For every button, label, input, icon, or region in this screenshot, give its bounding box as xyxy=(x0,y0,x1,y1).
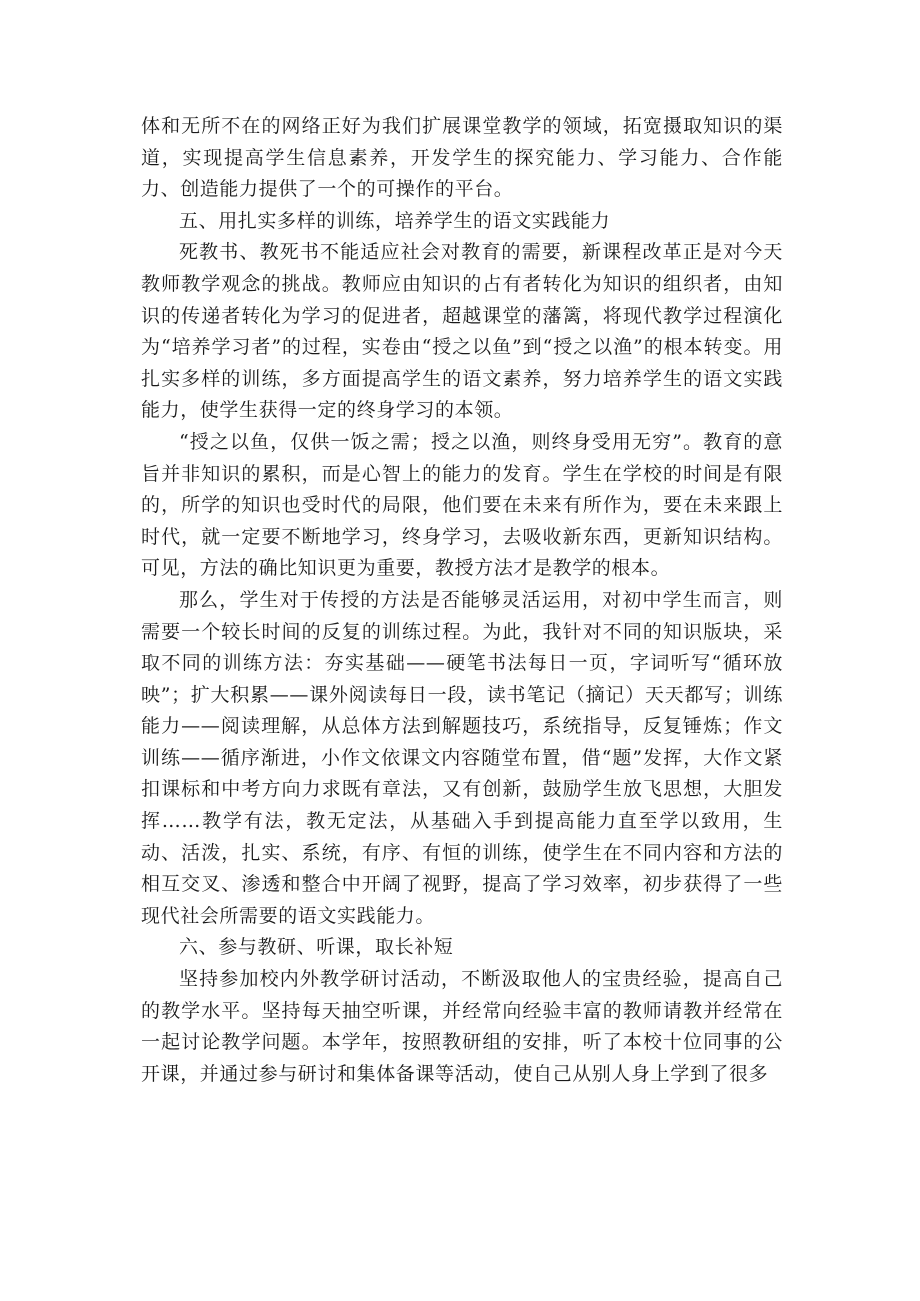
paragraph-continuation: 体和无所不在的网络正好为我们扩展课堂教学的领域，拓宽摄取知识的渠道，实现提高学生信息素养，开发学生的探究能力、学习能力、合作能力、创造能力提供了一个的可操作的平台。 xyxy=(141,115,783,201)
section-heading-5: 五、用扎实多样的训练，培养学生的语文实践能力 xyxy=(179,209,611,232)
paragraph: “授之以鱼，仅供一饭之需；授之以渔，则终身受用无穷”。教育的意旨并非知识的累积，而是心智上的能力的发育。学生在学校的时间是有限的，所学的知识也受时代的局限，他们要在未来有所作为，要在未来跟上时代，就一定要不断地学习，终身学习，去吸收新东西，更新知识结构。可见，方法的确比知识更为重要，教授方法才是教学的根本。 xyxy=(141,430,783,580)
section-heading-6: 六、参与教研、听课，取长补短 xyxy=(179,936,454,959)
paragraph: 死教书、教死书不能适应社会对教育的需要，新课程改革正是对今天教师教学观念的挑战。教师应由知识的占有者转化为知识的组织者，由知识的传递者转化为学习的促进者，超越课堂的藩篱，将现代教学过程演化为“培养学习者”的过程，实卷由“授之以鱼”到“授之以渔”的根本转变。用扎实多样的训练，多方面提高学生的语文素养，努力培养学生的语文实践能力，使学生获得一定的终身学习的本领。 xyxy=(141,241,783,422)
paragraph: 坚持参加校内外教学研讨活动，不断汲取他人的宝贵经验，提高自己的教学水平。坚持每天抽空听课，并经常向经验丰富的教师请教并经常在一起讨论教学问题。本学年，按照教研组的安排，听了本校十位同事的公开课，并通过参与研讨和集体备课等活动，使自己从别人身上学到了很多 xyxy=(141,968,783,1085)
paragraph: 那么，学生对于传授的方法是否能够灵活运用，对初中学生而言，则需要一个较长时间的反复的训练过程。为此，我针对不同的知识版块，采取不同的训练方法：夯实基础——硬笔书法每日一页，字词听写“循环放映”；扩大积累——课外阅读每日一段，读书笔记（摘记）天天都写；训练能力——阅读理解，从总体方法到解题技巧，系统指导，反复锤炼；作文训练——循序渐进，小作文依课文内容随堂布置，借“题”发挥，大作文紧扣课标和中考方向力求既有章法，又有创新，鼓励学生放飞思想，大胆发挥……教学有法，教无定法，从基础入手到提高能力直至学以致用，生动、活泼，扎实、系统，有序、有恒的训练，使学生在不同内容和方法的相互交叉、渗透和整合中开阔了视野，提高了学习效率，初步获得了一些现代社会所需要的语文实践能力。 xyxy=(141,588,783,927)
document-body xyxy=(141,111,783,1090)
